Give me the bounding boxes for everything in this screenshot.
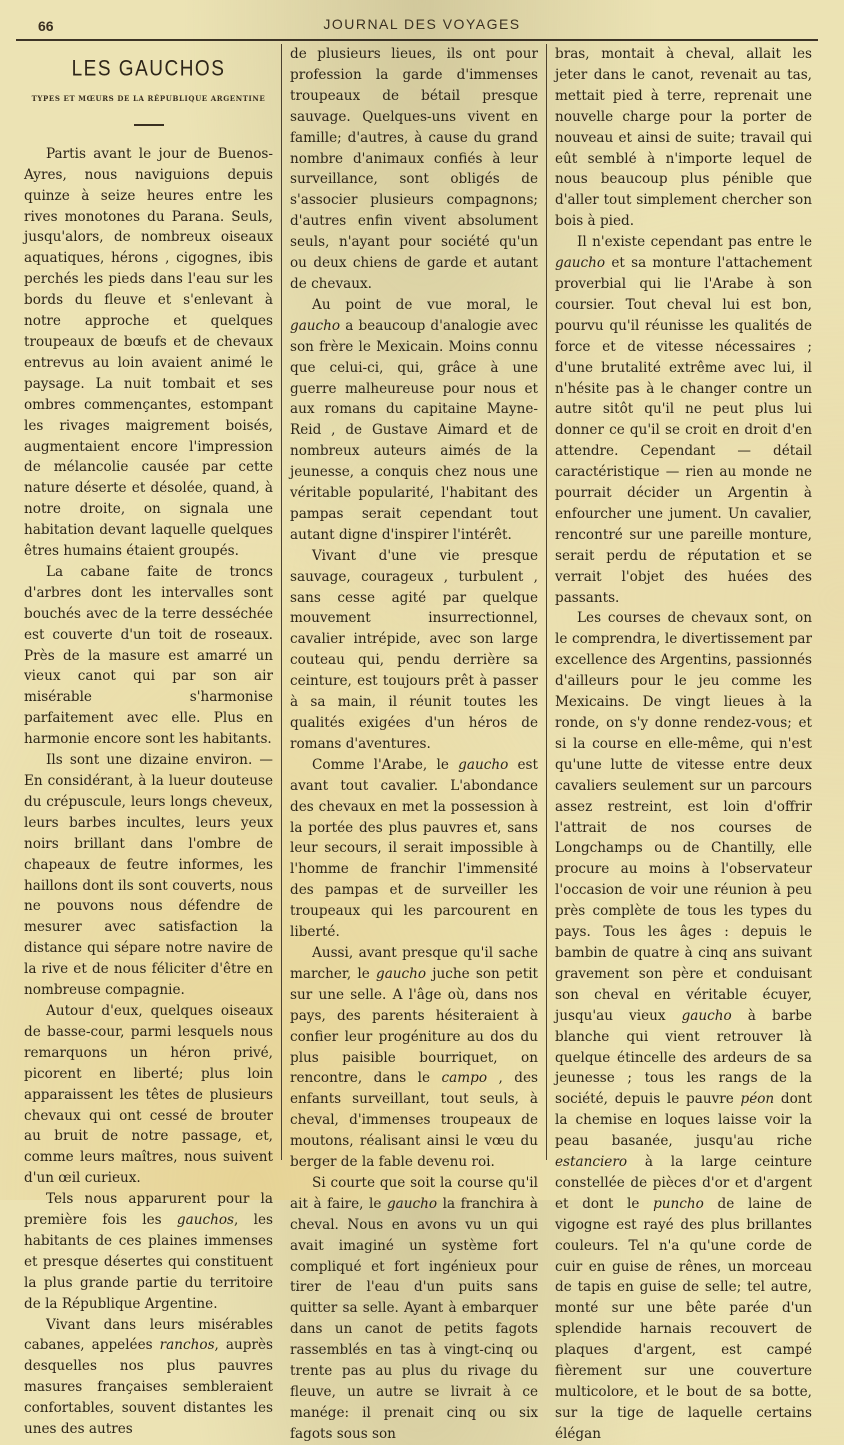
paragraph: La cabane faite de troncs d'arbres dont les intervalles sont bouchés avec de la terre desséchée est couverte d'un toit de roseaux. Près de la masure est amarré un vieux canot qui par son air misérable s'harmonise parfaitement avec elle. Plus en harmonie encore sont les habitants. <box>24 563 273 748</box>
paragraph: Autour d'eux, quelques oiseaux de basse-cour, parmi lesquels nous remarquons un héron privé, picorent en liberté; plus loin apparaissent les têtes de plusieurs chevaux qui ont cessé de brouter au bruit de notre passage, et, comme leurs maîtres, nous suivent d'un œil curieux. <box>24 1002 273 1187</box>
page-header <box>24 10 820 36</box>
paragraph: Vivant d'une vie presque sauvage, courageux , turbulent , sans cesse agité par quelque mouvement insurrectionnel, cavalier intrépide, avec son large couteau qui, pendu derrière sa ceinture, est toujours prêt à passer à sa main, il réunit toutes les qualités exigées d'un héros de romans d'aventures. <box>290 547 538 752</box>
article-title: LES GAUCHOS <box>71 57 226 82</box>
column-2 <box>281 44 546 1442</box>
article-columns <box>16 44 820 1442</box>
paragraph: bras, montait à cheval, allait les jeter dans le canot, revenait au tas, mettait pied à terre, reprenait une nouvelle charge pour la porter de nouveau et ainsi de suite; travail qui eût semblé à n'importe lequel de nous beaucoup plus pénible que d'aller tout simplement chercher son bois à pied. <box>555 46 812 230</box>
paragraph: Partis avant le jour de Buenos-Ayres, nous naviguions depuis quinze à seize heures entre les rives monotones du Parana. Seuls, jusqu'alors, de nombreux oiseaux aquatiques, hérons , cigognes, ibis perchés les pieds dans l'eau sur les bords du fleuve et s'enlevant à notre approche et quelques troupeaux de bœufs et de chevaux entrevus au loin avaient animé le paysage. La nuit tombait et ses ombres commençantes, estompant les rivages maigrement boisés, augmentaient encore l'impression de mélancolie causée par cette nature déserte et désolée, quand, à notre droite, on signala une habitation devant laquelle quelques êtres humains étaient groupés. <box>24 145 273 560</box>
paragraph: de plusieurs lieues, ils ont pour profession la garde d'immenses troupeaux de bétail presque sauvage. Quelques-uns vivent en famille; d'autres, à cause du grand nombre d'animaux confiés à leur surveillance, sont obligés de s'associer plusieurs compagnons; d'autres enfin vivent absolument seuls, n'ayant pour société qu'un ou deux chiens de garde et autant de chevaux. <box>290 46 538 292</box>
paragraph: Ils sont une dizaine environ. — En considérant, à la lueur douteuse du crépuscule, leurs longs cheveux, leurs barbes incultes, leurs yeux noirs brillant dans l'ombre de chapeaux de feutre informes, les haillons dont ils sont couverts, nous ne pouvons nous défendre de mesurer avec satisfaction la distance qui sépare notre navire de la rive et de nous féliciter d'être en nombreuse compagnie. <box>24 752 273 999</box>
paragraph: Les courses de chevaux sont, on le comprendra, le divertissement par excellence des Argentins, passionnés d'ailleurs pour le jeu comme les Mexicains. De vingt lieues à la ronde, on s'y donne rendez-vous; et si la course en elle-même, qui n'est qu'une lutte de vitesse entre deux cavaliers seulement sur un parcours assez restreint, est loin d'offrir l'attrait de nos courses de Longchamps ou de Chantilly, elle procure au moins à l'observateur l'occasion de voir une réunion à peu près complète de tous les types du pays. Tous les âges : depuis le bambin de quatre à cinq ans suivant gravement son père et conduisant son cheval en véritable écuyer, jusqu'au vieux gaucho à barbe blanche qui vient retrouver là quelque étincelle des ardeurs de sa jeunesse ; tous les rangs de la société, depuis le pauvre péon dont la chemise en loques laisse voir la peau basanée, jusqu'au riche estanciero à la large ceinture constellée de pièces d'or et d'argent et dont le puncho de laine de vigogne est rayé des plus brillantes couleurs. Tel n'a qu'une corde de cuir en guise de rênes, un morceau de tapis en guise de selle; tel autre, monté sur une bête parée d'un splendide harnais recouvert de plaques d'argent, est campé fièrement sur une couverture multicolore, et le bout de sa botte, sur la tige de laquelle certains élégan <box>555 610 813 1442</box>
column-3 <box>546 44 820 1442</box>
title-rule <box>134 124 164 126</box>
paragraph: Au point de vue moral, le gaucho a beaucoup d'analogie avec son frère le Mexicain. Moins connu que celui-ci, qui, grâce à une guerre malheureuse pour nous et aux romans du capitaine Mayne-Reid , de Gustave Aimard et de nombreux auteurs aimés de la jeunesse, a conquis chez nous une véritable popularité, l'habitant des pampas serait cependant tout autant digne d'inspirer l'intérêt. <box>290 296 538 543</box>
paragraph: Si courte que soit la course qu'il ait à faire, le gaucho la franchira à cheval. Nous en avons vu un qui avait imaginé un système fort compliqué et fort ingénieux pour tirer de l'eau d'un puits sans quitter sa selle. Ayant à embarquer dans un canot de petits fagots rassemblés en tas à vingt-cinq ou trente pas au plus du rivage du fleuve, un autre se livrait à ce manége: il prenait cinq ou six fagots sous son <box>290 1174 539 1442</box>
page-number: 66 <box>38 18 54 34</box>
paragraph: Aussi, avant presque qu'il sache marcher, le gaucho juche son petit sur une selle. A l'âge où, dans nos pays, des parents hésiteraient à confier leur progéniture au dos du plus paisible bourriquet, on rencontre, dans le campo , des enfants surveillant, tout seuls, à cheval, d'immenses troupeaux de moutons, réalisant ainsi le vœu du berger de la fable devenu roi. <box>290 944 539 1171</box>
article-subtitle: TYPES ET MŒURS DE LA RÉPUBLIQUE ARGENTINE <box>31 93 266 103</box>
column-1 <box>16 44 281 1438</box>
paragraph: Vivant dans leurs misérables cabanes, appelées ranchos, auprès desquelles nos plus pauvres masures françaises sembleraient confortables, souvent distantes les unes des autres <box>24 1316 273 1438</box>
header-rule <box>16 39 818 41</box>
journal-title: JOURNAL DES VOYAGES <box>323 16 521 32</box>
paragraph: Tels nous apparurent pour la première fois les gauchos, les habitants de ces plaines immenses et presque désertes qui constituent la plus grande partie du territoire de la République Argentine. <box>24 1191 273 1312</box>
paragraph: Il n'existe cependant pas entre le gaucho et sa monture l'attachement proverbial qui lie l'Arabe à son coursier. Tout cheval lui est bon, pourvu qu'il réunisse les qualités de force et de vitesse nécessaires ; d'une brutalité extrême avec lui, il n'hésite pas à le changer contre un autre sitôt qu'il ne peut plus lui donner ce qu'il se croit en droit d'en attendre. Cependant — détail caractéristique — rien au monde ne pourrait décider un Argentin à enfourcher une jument. Un cavalier, rencontré sur une pareille monture, serait perdu de réputation et se verrait l'objet des huées des passants. <box>555 234 812 606</box>
paragraph: Comme l'Arabe, le gaucho est avant tout cavalier. L'abondance des chevaux en met la possession à la portée des plus pauvres et, sans leur secours, il serait impossible à l'homme de franchir l'immensité des pampas et de surveiller les troupeaux qui les parcourent en liberté. <box>290 756 538 941</box>
